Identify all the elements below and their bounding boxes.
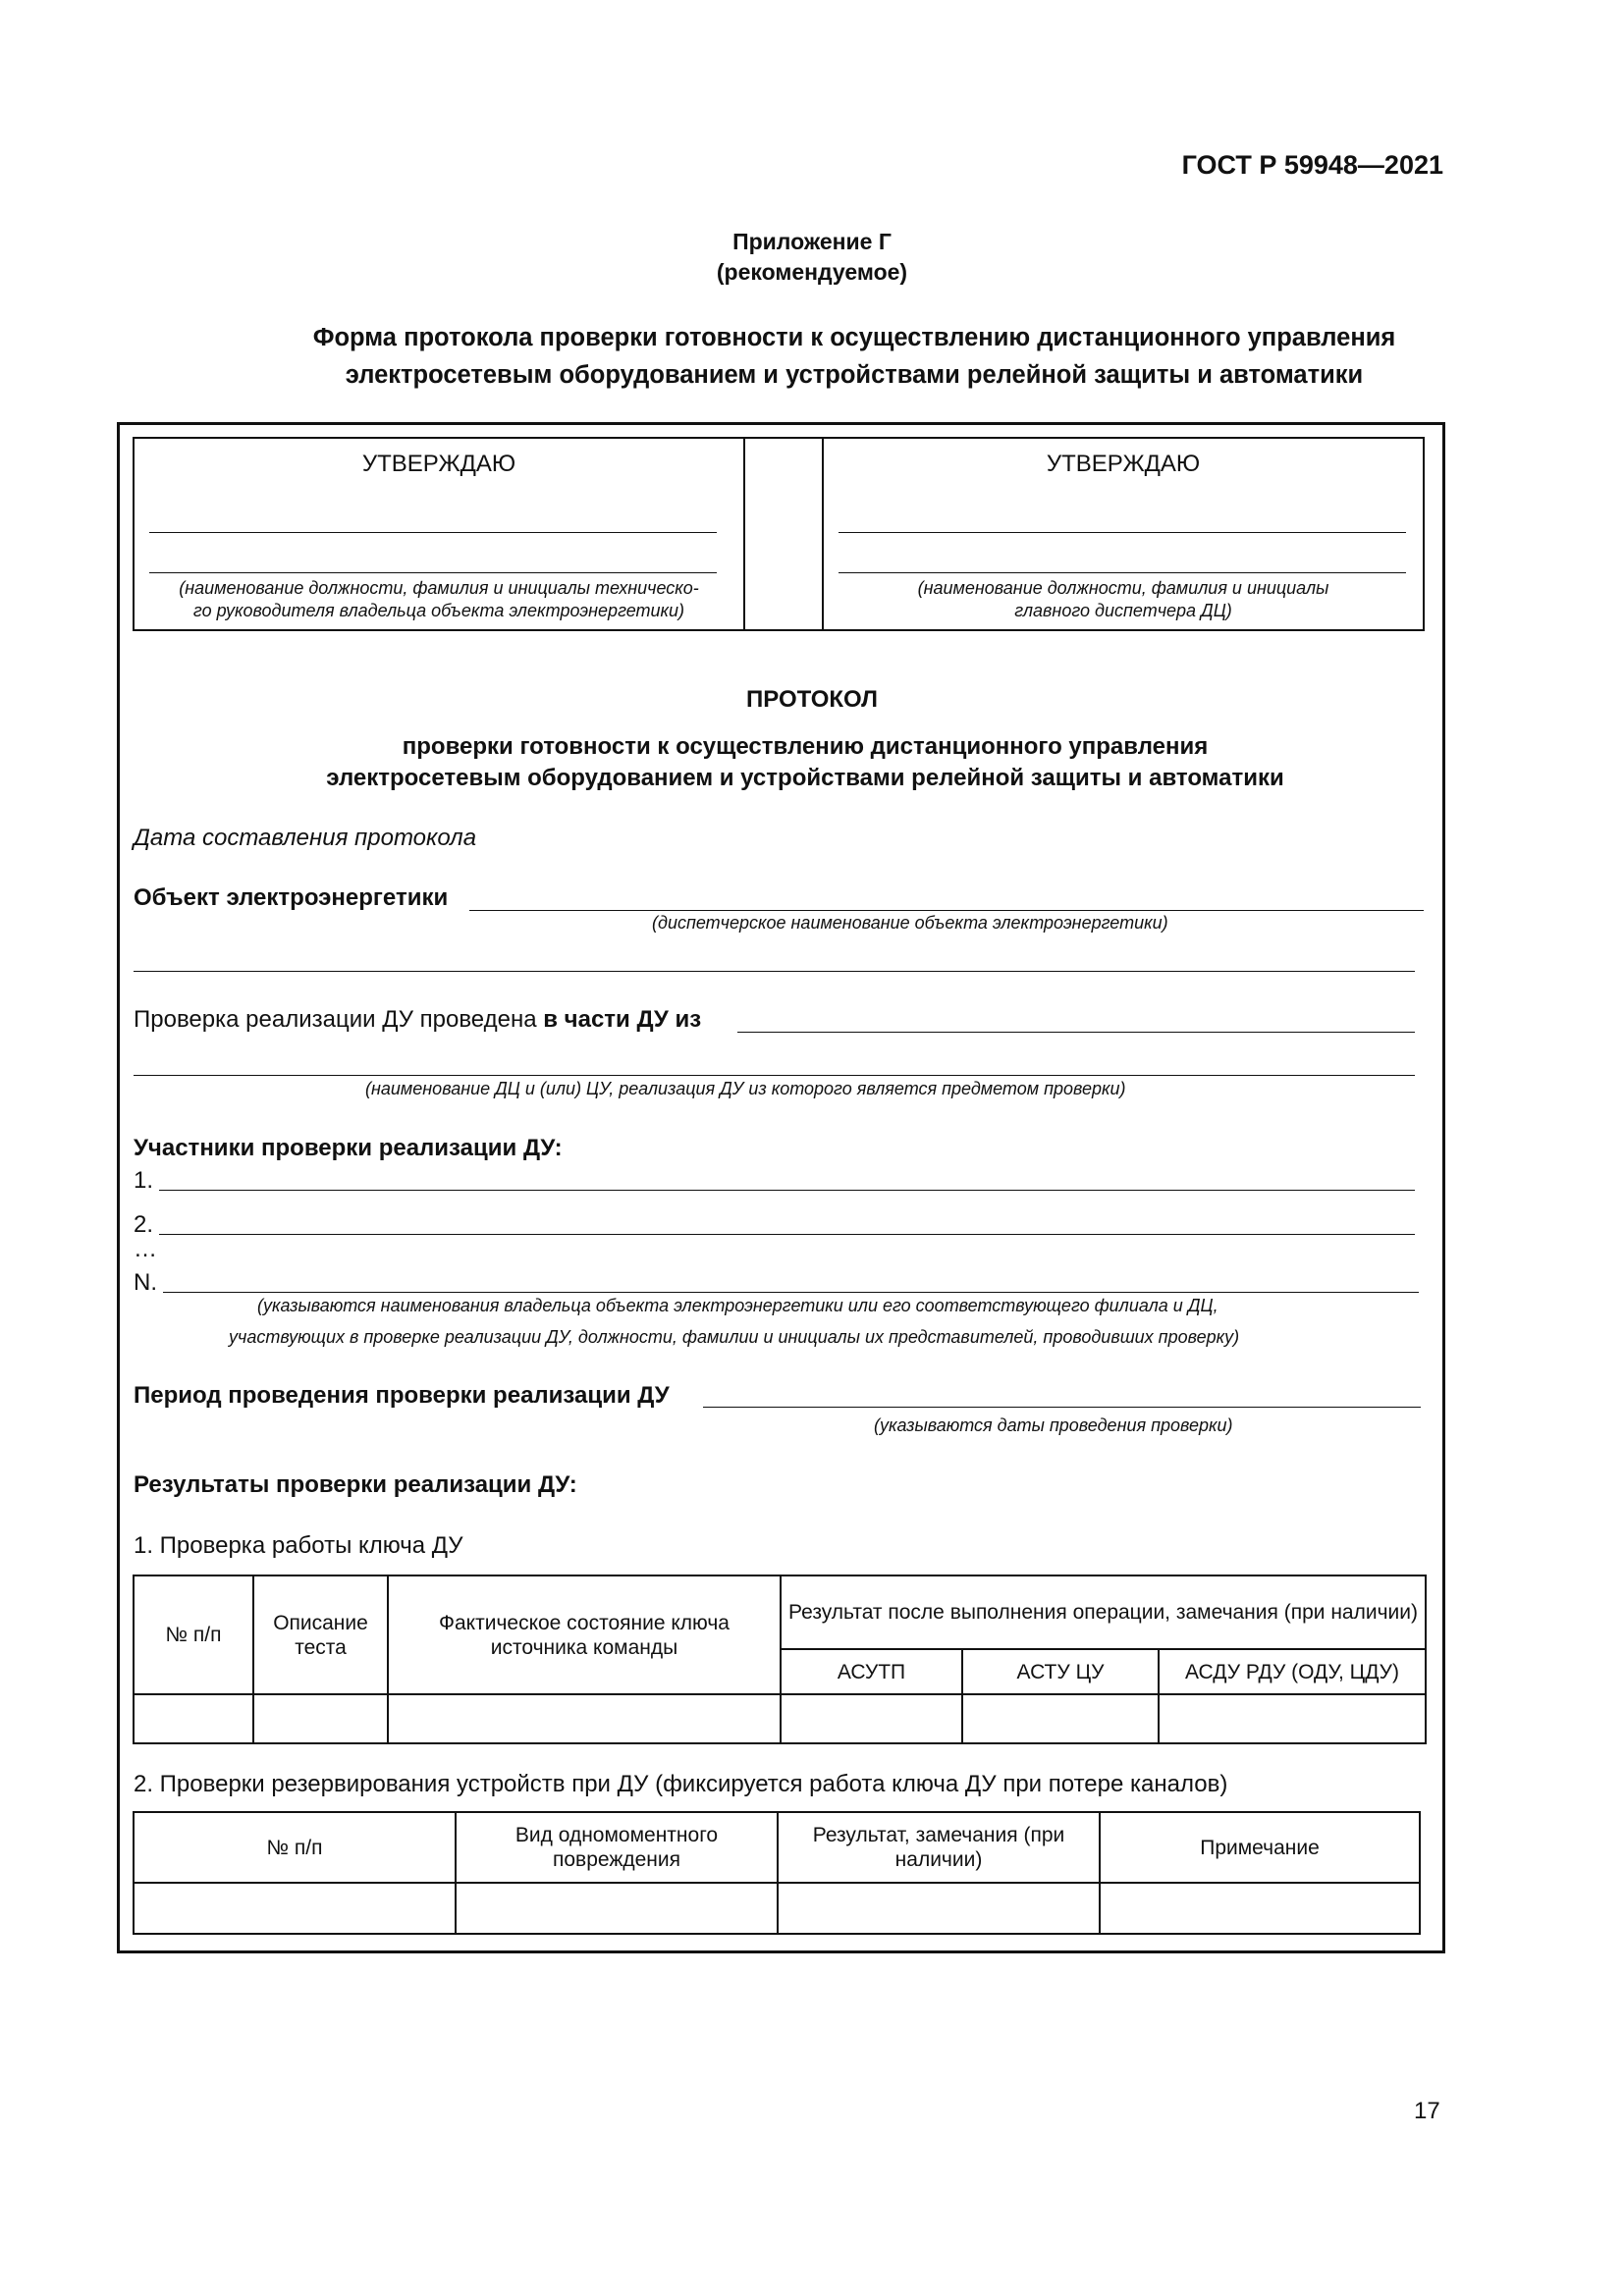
approve-right-caption-2: главного диспетчера ДЦ): [1014, 601, 1232, 620]
table1-header-desc: Описание теста: [253, 1575, 388, 1694]
approve-left-title: УТВЕРЖДАЮ: [361, 451, 516, 477]
participant-ellipsis: …: [134, 1236, 157, 1262]
object-extra-line[interactable]: [134, 971, 1415, 972]
check-scope-caption: (наименование ДЦ и (или) ЦУ, реализация ДУ из которого является предметом проверки): [365, 1079, 1126, 1098]
approve-left-signature-line[interactable]: [149, 532, 717, 533]
table1-cell-desc[interactable]: [253, 1694, 388, 1743]
protocol-subtitle-line-1: проверки готовности к осуществлению дистанционного управления: [402, 733, 1209, 760]
period-field-line[interactable]: [703, 1407, 1421, 1408]
check-scope-bold: в части ДУ из: [543, 1006, 702, 1033]
annex-status: (рекомендуемое): [716, 259, 908, 285]
form-title-line-1: Форма протокола проверки готовности к осуществлению дистанционного управления: [312, 324, 1396, 351]
participant-2-line[interactable]: [159, 1234, 1415, 1235]
table2-cell-result[interactable]: [778, 1883, 1100, 1934]
table1-cell-state[interactable]: [388, 1694, 781, 1743]
table2-cell-note[interactable]: [1100, 1883, 1420, 1934]
approve-left-caption-2: го руководителя владельца объекта электроэнергетики): [192, 601, 685, 620]
participant-1-number: 1.: [134, 1167, 154, 1194]
approval-block: [133, 437, 1425, 631]
object-caption: (диспетчерское наименование объекта электроэнергетики): [652, 913, 1168, 933]
table2-header-result: Результат, замечания (при наличии): [778, 1812, 1100, 1883]
approve-left-caption: [135, 577, 743, 622]
period-label: Период проведения проверки реализации ДУ: [134, 1382, 670, 1409]
table2-header-damage: Вид одномоментного повреждения: [456, 1812, 778, 1883]
approve-right-title: УТВЕРЖДАЮ: [1046, 451, 1201, 477]
protocol-subtitle-line-2: электросетевым оборудованием и устройствами релейной защиты и автоматики: [326, 765, 1284, 791]
approve-left-name-line[interactable]: [149, 572, 717, 573]
object-label: Объект электроэнергетики: [134, 884, 449, 911]
period-caption: (указываются даты проведения проверки): [874, 1415, 1233, 1435]
redundancy-table: [133, 1811, 1421, 1935]
participants-caption-1: (указываются наименования владельца объекта электроэнергетики или его соответствующего филиала и ДЦ,: [257, 1296, 1218, 1315]
table1-subheader-astu: АСТУ ЦУ: [962, 1649, 1159, 1694]
table1-cell-astu[interactable]: [962, 1694, 1159, 1743]
check-scope-extra-line[interactable]: [134, 1075, 1415, 1076]
approve-right-name-line[interactable]: [839, 572, 1406, 573]
participants-label: Участники проверки реализации ДУ:: [134, 1135, 563, 1161]
protocol-subtitle: [147, 731, 1463, 794]
table1-cell-asutp[interactable]: [781, 1694, 962, 1743]
table1-cell-asdu[interactable]: [1159, 1694, 1426, 1743]
participant-1-line[interactable]: [159, 1190, 1415, 1191]
page-number: 17: [1414, 2098, 1440, 2124]
object-field-line[interactable]: [469, 910, 1424, 911]
table2-cell-num[interactable]: [134, 1883, 456, 1934]
table2-header-num: № п/п: [134, 1812, 456, 1883]
table1-header-result: Результат после выполнения операции, замечания (при наличии): [781, 1575, 1426, 1649]
table1-title: 1. Проверка работы ключа ДУ: [134, 1532, 463, 1559]
check-scope-prefix: Проверка реализации ДУ проведена: [134, 1006, 544, 1033]
check-scope-label: [134, 1006, 701, 1034]
approve-right-signature-line[interactable]: [839, 532, 1406, 533]
results-label: Результаты проверки реализации ДУ:: [134, 1471, 577, 1498]
protocol-title: ПРОТОКОЛ: [746, 686, 878, 713]
participants-caption-2: участвующих в проверке реализации ДУ, должности, фамилии и инициалы их представителей, проводивших проверку): [229, 1327, 1240, 1347]
table2-cell-damage[interactable]: [456, 1883, 778, 1934]
table1-subheader-asdu: АСДУ РДУ (ОДУ, ЦДУ): [1159, 1649, 1426, 1694]
key-check-table: [133, 1575, 1427, 1744]
table1-subheader-asutp: АСУТП: [781, 1649, 962, 1694]
approve-left-caption-1: (наименование должности, фамилия и инициалы техническо-: [179, 578, 699, 598]
protocol-date-label: Дата составления протокола: [134, 825, 477, 851]
check-scope-field-line[interactable]: [737, 1032, 1415, 1033]
form-title: [147, 319, 1561, 394]
table2-header-note: Примечание: [1100, 1812, 1420, 1883]
annex-label: Приложение Г: [732, 229, 892, 254]
annex-heading: [0, 227, 1624, 288]
table-row: [134, 1694, 1426, 1743]
table2-title: 2. Проверки резервирования устройств при ДУ (фиксируется работа ключа ДУ при потере каналов): [134, 1771, 1228, 1797]
form-title-line-2: электросетевым оборудованием и устройствами релейной защиты и автоматики: [345, 361, 1364, 389]
table1-header-num: № п/п: [134, 1575, 253, 1694]
participant-n-line[interactable]: [163, 1292, 1419, 1293]
participant-2-number: 2.: [134, 1211, 154, 1238]
table-row: [134, 1883, 1420, 1934]
approve-right-caption-1: (наименование должности, фамилия и инициалы: [917, 578, 1329, 598]
approval-divider-left: [743, 439, 745, 629]
standard-code: ГОСТ Р 59948—2021: [1181, 150, 1443, 180]
table1-cell-num[interactable]: [134, 1694, 253, 1743]
table1-header-state: Фактическое состояние ключа источника команды: [388, 1575, 781, 1694]
participant-n-number: N.: [134, 1269, 157, 1296]
approve-right-caption: [822, 577, 1425, 622]
